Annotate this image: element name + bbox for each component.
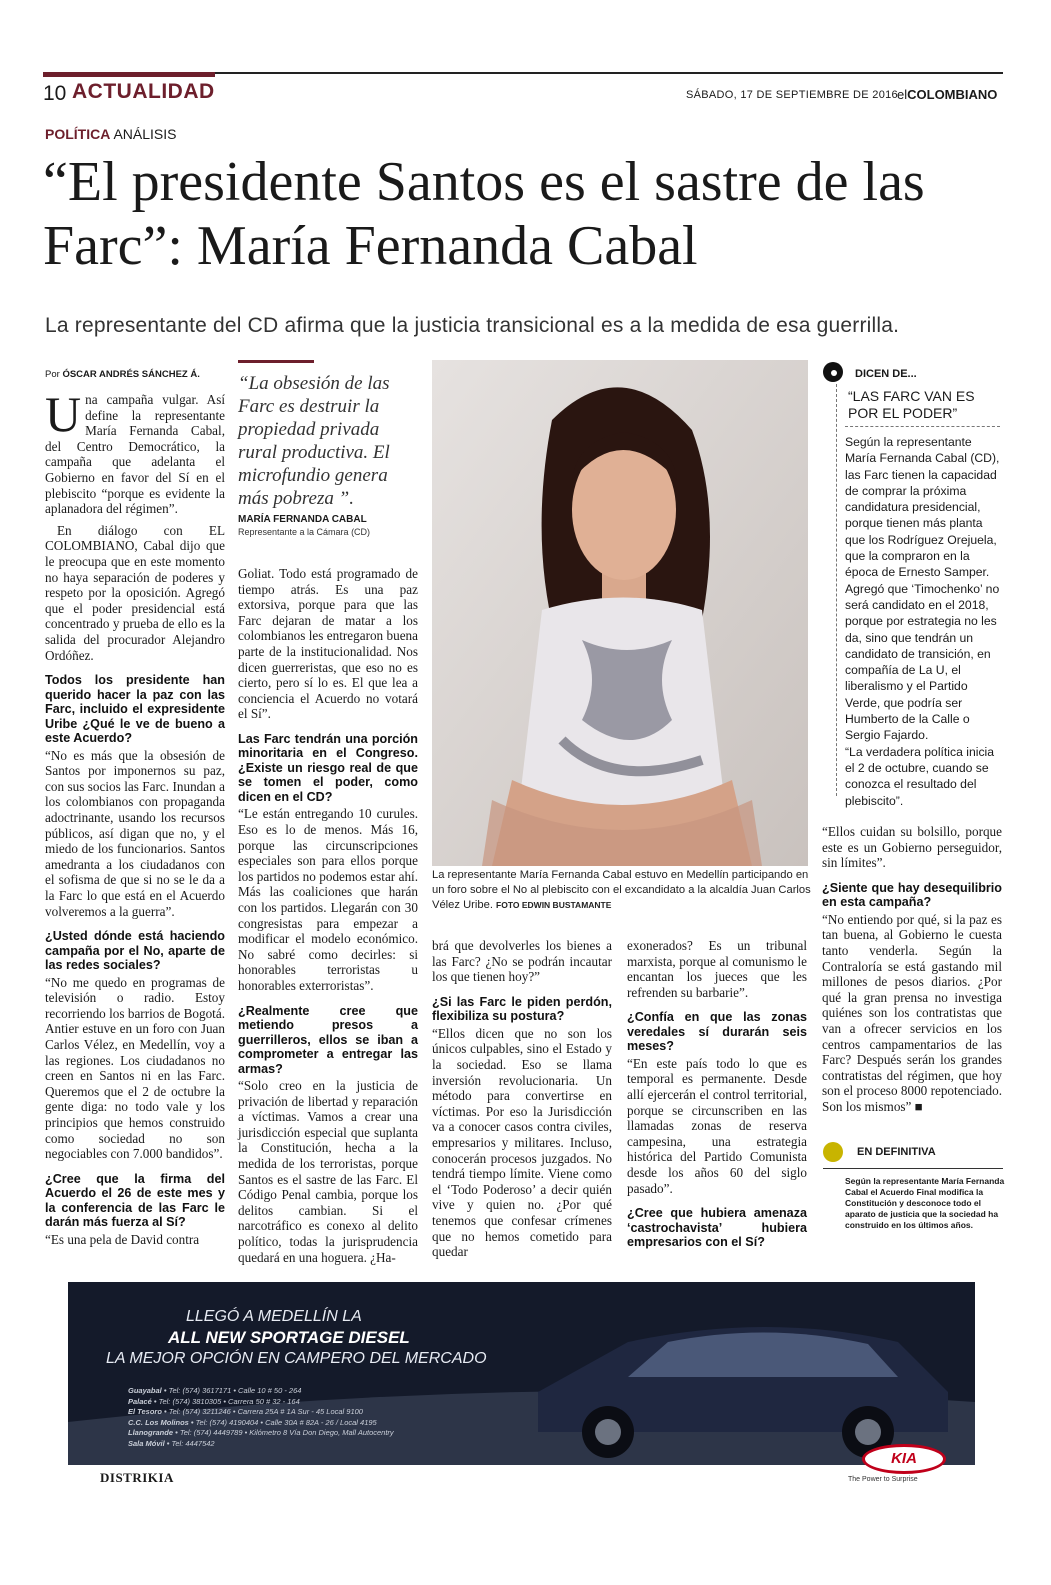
logo-prefix: el — [897, 87, 908, 102]
page-number: 10 — [43, 82, 67, 105]
answer: “Le están entregando 10 curules. Eso es lo de menos. Más 16, porque las circunscripciones especiales son para ellos porque los partidos no podemos estar ahí. Más las coaliciones que harán con los partidos. Llegarán con 30 congresistas para empezar a modificar el modelo económico. No sabré como decirles: si honorables terroristas u honorables exterroristas”. — [238, 806, 418, 993]
kicker-main: POLÍTICA — [45, 126, 111, 142]
location-info: Tel: (574) 4190404 • Calle 30A # 82A - 26 / Local 4195 — [195, 1417, 377, 1427]
sidebar-paragraph: Según la representante María Fernanda Cabal (CD), las Farc tienen la capacidad de comprar la próxima candidatura presidencial, porque tienen más planta que los Rodríguez Orejuela, que la compraron en la época de Ernesto Samper. Agregó que ‘Timochenko’ no será candidato en el 2018, porque por estrategia no les da, sino que tendrán un candidato de transición, en compañía de La U, el liberalismo y el Partido Verde, que podría ser Humberto de la Calle o Sergio Fajardo. — [845, 435, 1000, 743]
article-column-3 — [432, 938, 612, 1266]
question: ¿Realmente cree que metiendo presos a guerrilleros, ellos se iban a comprometer a entregar las armas? — [238, 1003, 418, 1076]
location-info: Tel: (574) 3617171 • Calle 10 # 50 - 264 — [168, 1386, 302, 1395]
ad-location-row — [128, 1407, 548, 1418]
location-info: Tel: 4447542 — [171, 1438, 215, 1448]
en-definitiva-text: Según la representante María Fernanda Cabal el Acuerdo Final modifica la Constitución y desconoce todo el aparato de justicia que la sociedad ha construido en los últimos años. — [845, 1176, 1005, 1230]
answer: “Ellos dicen que no son los únicos culpables, sino el Estado y la sociedad. Eso se llama inversión revolucionaria. Un método para convertirse en víctimas. Por eso la Jurisdicción va a conocer casos contra civiles, empresarios y militares. Incluso, conocerán procesos juzgados. No tendrá tiempo límite. Viene como el ‘Todo Poderoso’ a decir quién vive y quien no. ¿Por qué tenemos que confesar crímenes que no hemos cometido para quedar — [432, 1025, 612, 1260]
article-column-4 — [627, 938, 807, 1252]
section-name: ACTUALIDAD — [72, 80, 215, 103]
ad-locations — [128, 1386, 548, 1449]
location-info: Tel: (574) 3211246 • Carrera 25A # 1A Sur - 45 Local 9100 — [168, 1407, 363, 1416]
ad-location-row — [128, 1386, 548, 1397]
question: ¿Cree que hubiera amenaza ‘castrochavista’ hubiera empresarios con el Sí? — [627, 1206, 807, 1250]
location-info: Tel: (574) 4449789 • Kilómetro 8 Vía Don Diego, Mall Autocentry — [179, 1428, 394, 1437]
drop-cap: U — [45, 386, 82, 442]
ad-line-2: ALL NEW SPORTAGE DIESEL — [168, 1328, 410, 1347]
location-name: C.C. Los Molinos • — [128, 1417, 194, 1427]
question: Las Farc tendrán una porción minoritaria en el Congreso. ¿Existe un riesgo real de que se tomen el poder, como dicen en el CD? — [238, 731, 418, 804]
location-info: Tel: (574) 3810305 • Carrera 50 # 32 - 164 — [158, 1396, 300, 1406]
paragraph: exonerados? Es un tribunal marxista, porque al comunismo le encantan los jueces que les refrenden su barbarie”. — [627, 938, 807, 1000]
byline-prefix: Por — [45, 369, 60, 380]
answer: “Solo creo en la justicia de privación de libertad y reparación a víctimas. Vamos a crear una jurisdicción especial que suplanta la Constitución, hecha a la medida de los terroristas, porque Santos es el sastre de las Farc. El Código Penal cambia, porque los delitos cambian. Si el narcotráfico es conexo al delito político, todas la jurisprudencia quedará en una hoguera. ¿Ha- — [238, 1078, 418, 1265]
location-name: Palacé • — [128, 1396, 157, 1406]
ad-line-1: LLEGÓ A MEDELLÍN LA — [186, 1308, 362, 1325]
pullquote-role: Representante a la Cámara (CD) — [238, 527, 371, 537]
sidebar-quote: “La verdadera política inicia el 2 de octubre, cuando se conozca el resultado del plebiscito”. — [845, 744, 995, 808]
question: ¿Siente que hay desequilibrio en esta campaña? — [822, 880, 1002, 910]
paragraph: Goliat. Todo está programado de tiempo atrás. Es una paz extorsiva, porque para que las Farc dejaran de matar a los colombianos les entregaron buena parte de la institucionalidad. Nos dicen guerreristas, que eso no es cierto, pero sí lo es. El que lea a conciencia el Acuerdo no votará el Sí”. — [238, 566, 418, 722]
answer: “Es una pela de David contra — [45, 1231, 200, 1247]
en-definitiva-rule — [823, 1168, 1003, 1169]
paragraph: na campaña vulgar. Así define la representante María Fernanda Cabal, del Centro Democrático, la campaña que adelanta el Gobierno en favor del Sí en el plebiscito “porque es evidente la aplanadora del régimen”. — [45, 392, 225, 517]
woman-portrait-illustration — [432, 360, 808, 866]
ad-location-row — [128, 1397, 548, 1408]
article-column-1 — [45, 386, 225, 1253]
paragraph: brá que devolverles los bienes a las Farc? ¿No se podrán incautar los que tienen hoy?” — [432, 938, 612, 985]
advertisement-banner[interactable] — [68, 1282, 975, 1465]
en-definitiva-icon — [823, 1142, 843, 1162]
deck: La representante del CD afirma que la justicia transicional es a la medida de esa guerrilla. — [45, 314, 900, 337]
headline: “El presidente Santos es el sastre de las Farc”: María Fernanda Cabal — [43, 151, 925, 277]
pullquote-rule — [238, 360, 314, 363]
portrait-photo — [432, 360, 808, 866]
ad-location-row — [128, 1418, 548, 1429]
photo-credit: FOTO EDWIN BUSTAMANTE — [496, 900, 612, 910]
pullquote-name: MARÍA FERNANDA CABAL — [238, 514, 367, 525]
ad-line-3: LA MEJOR OPCIÓN EN CAMPERO DEL MERCADO — [106, 1350, 487, 1367]
photo-caption — [432, 868, 812, 913]
kia-logo: KIA — [862, 1444, 946, 1474]
logo-main: COLOMBIANO — [907, 87, 998, 102]
sidebar-divider — [836, 384, 838, 796]
kicker — [45, 126, 177, 142]
answer: “No es más que la obsesión de Santos por imponernos su paz, con sus socios las Farc. Inundan a los colombianos con propaganda adoctrinante, usando los recursos públicos, así digan que no, y el miedo de los funcionarios. Santos amedranta a los ciudadanos con el sofisma de que si no se le da a la Farc lo que está en el Acuerdo volveremos a la guerra”. — [45, 747, 225, 919]
kia-tagline: The Power to Surprise — [848, 1476, 918, 1483]
answer: “En este país todo lo que es temporal es permanente. Desde allí ejercerán el control territorial, porque se circunscriben en las llamadas zonas de reserva campesina, una estrategia histórica del Partido Comunista desde los años 60 del siglo pasado”. — [627, 1055, 807, 1196]
location-name: Sala Móvil • — [128, 1438, 170, 1448]
sidebar-body — [845, 434, 1003, 809]
ad-location-row — [128, 1439, 548, 1450]
answer: “No me quedo en programas de televisión o radio. Estoy recorriendo los barrios de Bogotá. Antier estuve en un foro con Juan Carlos Vélez, en Medellín, voy a las regiones. Los ciudadanos no creen en Santos ni en las Farc. Queremos que el 2 de octubre la gente diga: no todo vale y los principios que hemos construido como sociedad no son negociables con 7.000 bandidos”. — [45, 974, 225, 1162]
question: ¿Cree que la firma del Acuerdo el 26 de este mes y la conferencia de las Farc le darán más fuerza al Sí? — [45, 1171, 225, 1230]
en-definitiva-label: EN DEFINITIVA — [857, 1146, 936, 1158]
sidebar-title: “LAS FARC VAN ES POR EL PODER” — [848, 388, 975, 421]
issue-date: SÁBADO, 17 DE SEPTIEMBRE DE 2016 — [686, 89, 898, 101]
newspaper-logo — [897, 87, 997, 102]
paragraph: “Ellos cuidan su bolsillo, porque este es un Gobierno perseguidor, sin límites”. — [822, 824, 1002, 871]
byline-author: ÓSCAR ANDRÉS SÁNCHEZ Á. — [62, 369, 200, 380]
sidebar-title-rule — [845, 426, 1000, 427]
article-column-2 — [238, 566, 418, 1271]
answer: “No entiendo por qué, si la paz es tan buena, al Gobierno le cuesta tanto venderla. Según la Contraloría se está gastando mil millones de pesos diarios. ¿Por qué la gran prensa no investiga quiénes son los contratistas que van a ofrecer servicios en los centros campamentarios de las Farc? Después serán los grandes contratistas del régimen, que hoy son el proceso 8000 repotenciado. Son los mismos” ■ — [822, 911, 1002, 1114]
sidebar-bullet-inner — [831, 370, 837, 376]
question: ¿Confía en que las zonas veredales sí durarán seis meses? — [627, 1010, 807, 1054]
paragraph: En diálogo con EL COLOMBIANO, Cabal dijo que le preocupa que en este momento no haya separación de poderes y respeto por la oposición. Agregó que el poder presidencial está concentrado y prueba de ello es la salida del procurador Alejandro Ordóñez. — [45, 522, 225, 663]
question: ¿Usted dónde está haciendo campaña por el No, aparte de las redes sociales? — [45, 929, 225, 973]
dealer-logo: DISTRIKIA — [100, 1470, 174, 1485]
ad-location-row — [128, 1428, 548, 1439]
pullquote: “La obsesión de las Farc es destruir la propiedad privada rural productiva. El microfundio genera más pobreza ”. — [238, 373, 390, 509]
section-color-bar — [43, 72, 215, 77]
byline — [45, 369, 200, 380]
location-name: Guayabal • — [128, 1386, 167, 1395]
question: Todos los presidente han querido hacer la paz con las Farc, incluido el expresidente Uribe ¿Qué le ve de bueno a este Acuerdo? — [45, 673, 225, 746]
location-name: Llanogrande • — [128, 1428, 178, 1437]
location-name: El Tesoro • — [128, 1407, 167, 1416]
caption-text: La representante María Fernanda Cabal estuvo en Medellín participando en un foro sobre el No al plebiscito con el excandidato a la alcaldía Juan Carlos Vélez Uribe. — [432, 869, 811, 911]
question: ¿Si las Farc le piden perdón, flexibiliza su postura? — [432, 994, 612, 1024]
article-column-5 — [822, 824, 1002, 1121]
kicker-sub: ANÁLISIS — [113, 126, 177, 142]
sidebar-label: DICEN DE... — [855, 368, 917, 380]
